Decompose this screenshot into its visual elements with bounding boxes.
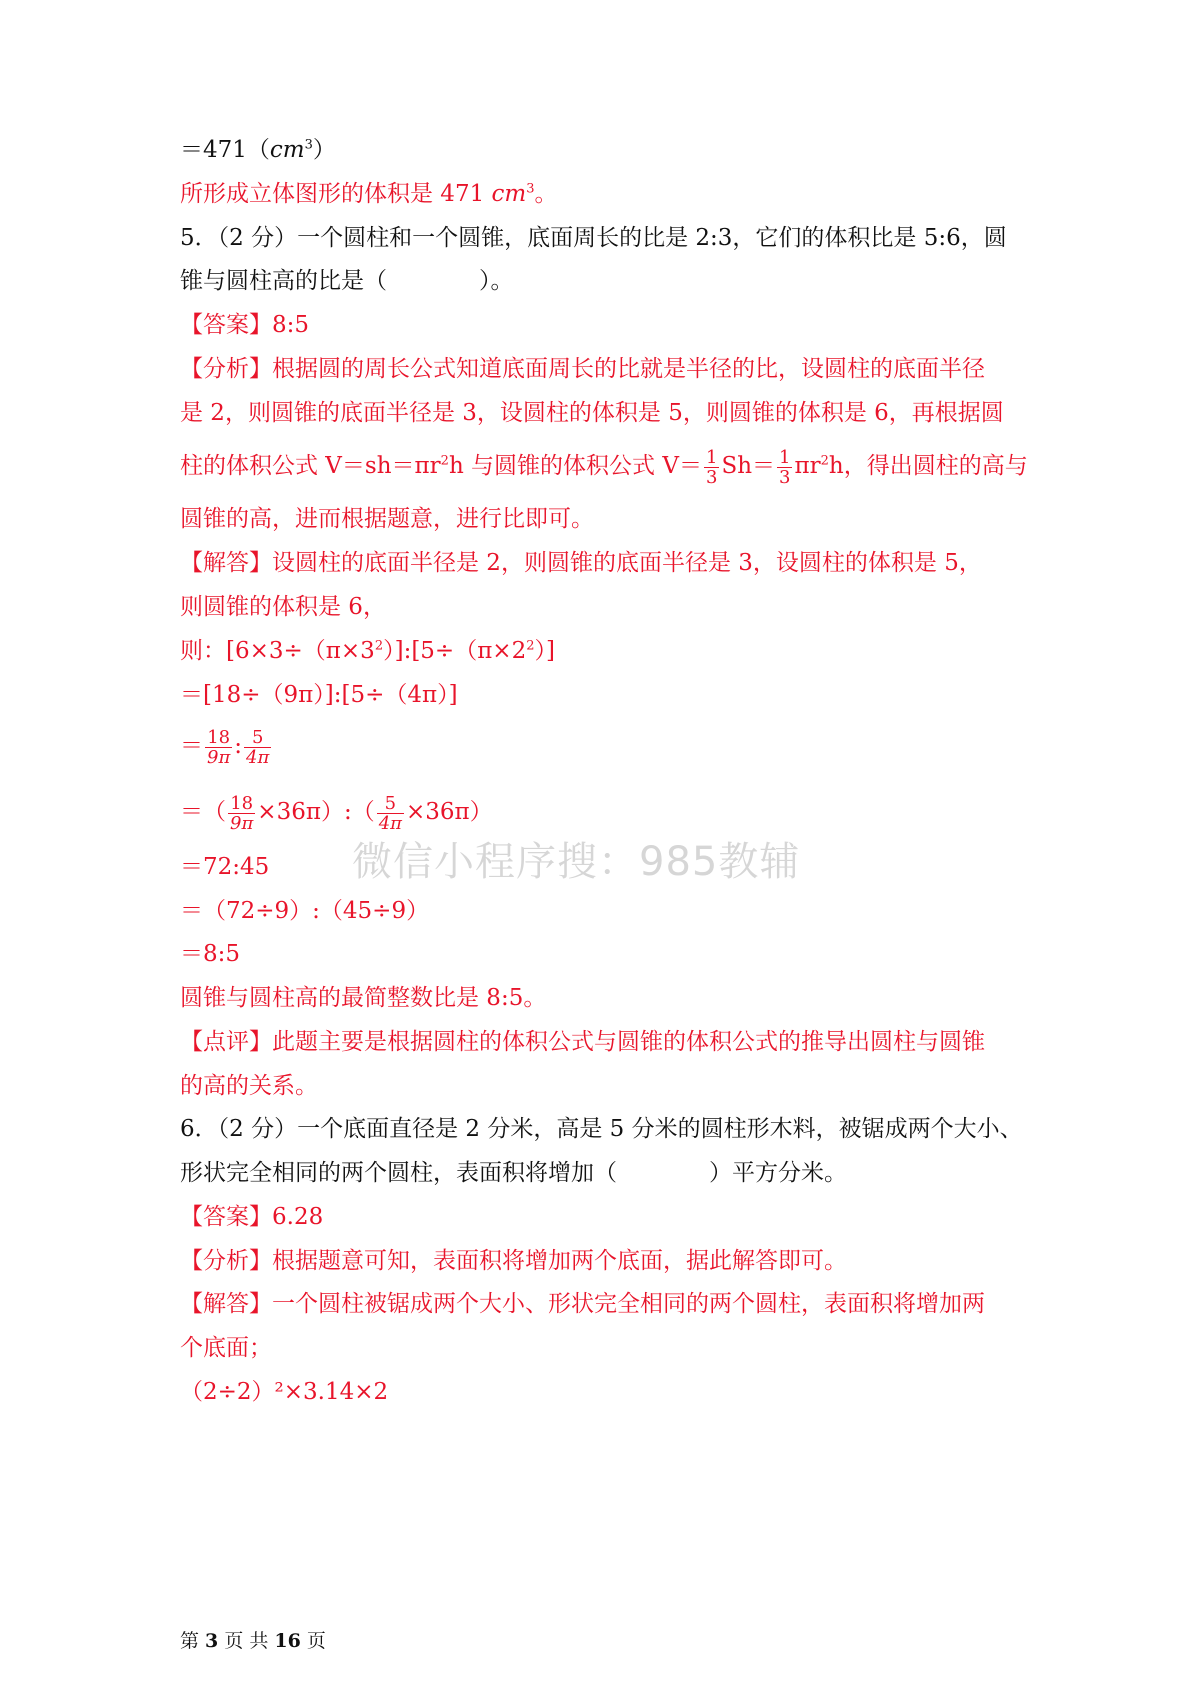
analysis-5-line-2: 是 2，则圆锥的底面半径是 3，设圆柱的体积是 5，则圆锥的体积是 6，再根据圆: [180, 400, 1004, 426]
solution-step-6: ＝（72÷9）:（45÷9）: [180, 898, 430, 924]
answer-tag: 【答案】: [180, 1204, 272, 1230]
solution-5-line-2: 则圆锥的体积是 6，: [180, 594, 386, 620]
fraction-5-over-4pi: $\frac{5}{4\pi}$: [378, 792, 402, 834]
solution-step-1: 则：$[6\times 3\div(\pi\times 3^2)]:[5\div(\pi\times 2^2)]$: [180, 638, 555, 664]
fraction-one-third: $\frac{1}{3}$: [705, 446, 718, 488]
solution-6-line-2: 个底面；: [180, 1335, 272, 1361]
answer-tag: 【答案】: [180, 312, 272, 338]
analysis-tag: 【分析】: [180, 1248, 272, 1274]
watermark: 微信小程序搜：985教辅: [352, 839, 801, 885]
solution-tag: 【解答】: [180, 550, 272, 576]
page-number: 3: [205, 1630, 219, 1652]
page-footer: 第 3 页 共 16 页: [180, 1630, 326, 1652]
page-total: 16: [274, 1630, 301, 1652]
analysis-5-line-1: 【分析】根据圆的周长公式知道底面周长的比就是半径的比，设圆柱的底面半径: [180, 356, 985, 382]
volume-conclusion: 所形成立体图形的体积是 471 $cm^3$。: [180, 181, 558, 207]
solution-step-4: ＝（ $\frac{18}{9\pi}$ ×36π）:（ $\frac{5}{4\pi}$ ×36π）: [180, 792, 493, 834]
fraction-18-over-9pi: $\frac{18}{9\pi}$: [230, 792, 254, 834]
solution-step-7: ＝8:5: [180, 941, 241, 967]
question-5-line-2: 锥与圆柱高的比是（ ）。: [180, 268, 514, 294]
fraction-18-over-9pi: $\frac{18}{9\pi}$: [207, 726, 231, 768]
analysis-6: 【分析】根据题意可知，表面积将增加两个底面，据此解答即可。: [180, 1248, 847, 1274]
question-6-line-2: 形状完全相同的两个圆柱，表面积将增加（ ）平方分米。: [180, 1160, 847, 1186]
answer-5: 【答案】8:5: [180, 312, 310, 338]
review-5-line-2: 的高的关系。: [180, 1073, 318, 1099]
analysis-5-line-3: 柱的体积公式 $V=sh=\pi r^2h$ 与圆锥的体积公式 V＝ $\frac{1}{3}$ Sh＝ $\frac{1}{3}$ $\pi r^2h$，得出圆柱的高与: [180, 446, 1028, 488]
solution-5-conclusion: 圆锥与圆柱高的最简整数比是 8:5。: [180, 985, 547, 1011]
solution-step-3: ＝ $\frac{18}{9\pi}$ : $\frac{5}{4\pi}$: [180, 726, 270, 768]
review-tag: 【点评】: [180, 1029, 272, 1055]
fraction-5-over-4pi: $\frac{5}{4\pi}$: [246, 726, 270, 768]
question-5-line-1: 5．（2 分）一个圆柱和一个圆锥，底面周长的比是 2:3，它们的体积比是 5:6，圆: [180, 225, 1007, 251]
fraction-one-third: $\frac{1}{3}$: [779, 446, 791, 488]
analysis-5-line-4: 圆锥的高，进而根据题意，进行比即可。: [180, 506, 594, 532]
analysis-tag: 【分析】: [180, 356, 272, 382]
solution-6-line-3: （2÷2）²×3.14×2: [180, 1379, 389, 1405]
solution-6-line-1: 【解答】一个圆柱被锯成两个大小、形状完全相同的两个圆柱，表面积将增加两: [180, 1291, 985, 1317]
solution-tag: 【解答】: [180, 1291, 272, 1317]
review-5-line-1: 【点评】此题主要是根据圆柱的体积公式与圆锥的体积公式的推导出圆柱与圆锥: [180, 1029, 985, 1055]
result-line: $=471(cm^3)$: [180, 137, 336, 163]
solution-5-line-1: 【解答】设圆柱的底面半径是 2，则圆锥的底面半径是 3，设圆柱的体积是 5，: [180, 550, 982, 576]
solution-step-5: ＝72:45: [180, 854, 270, 880]
solution-step-2: ＝[18÷（9π）]:[5÷（4π）]: [180, 682, 458, 708]
answer-6: 【答案】6.28: [180, 1204, 324, 1230]
question-6-line-1: 6．（2 分）一个底面直径是 2 分米，高是 5 分米的圆柱形木料，被锯成两个大小、: [180, 1116, 1023, 1142]
